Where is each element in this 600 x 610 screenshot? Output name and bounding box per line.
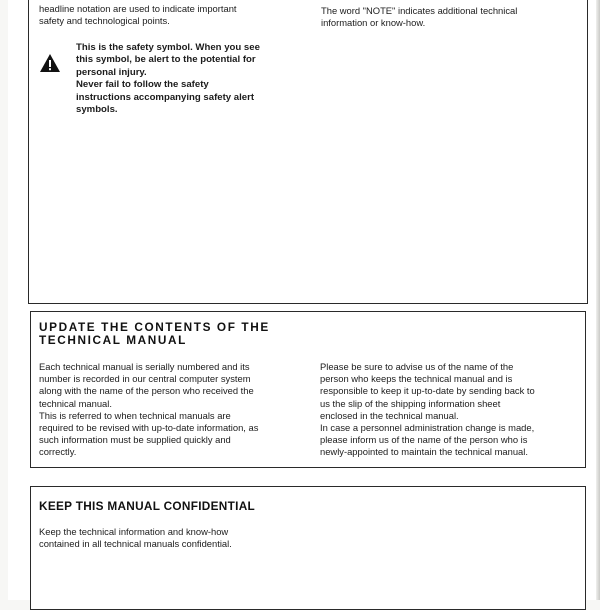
update-contents-box bbox=[30, 311, 586, 468]
notation-intro-text: headline notation are used to indicate important safety and technological points. bbox=[39, 3, 237, 27]
update-contents-left-text: Each technical manual is serially numbered and its number is recorded in our central computer system along with the name of the person who received the technical manual. This is referred to when technical manuals are required to be revised with up-to-date information, as such information must be supplied quickly and correctly. bbox=[39, 361, 259, 458]
confidential-heading: KEEP THIS MANUAL CONFIDENTIAL bbox=[39, 499, 256, 513]
manual-page bbox=[8, 0, 598, 600]
warning-triangle-icon bbox=[39, 53, 61, 78]
update-contents-right-text: Please be sure to advise us of the name of the person who keeps the technical manual and is responsible to keep it up-to-date by sending back to us the slip of the shipping information sheet enclosed in the technical manual. In case a personnel administration change is made, please inform us of the name of the person who is newly-appointed to maintain the technical manual. bbox=[320, 361, 535, 458]
confidential-box bbox=[30, 486, 586, 610]
safety-symbol-text: This is the safety symbol. When you see this symbol, be alert to the potential for personal injury. Never fail to follow the safety instructions accompanying safety alert symbols. bbox=[76, 42, 260, 116]
notation-box bbox=[28, 0, 588, 304]
confidential-text: Keep the technical information and know-how contained in all technical manuals confidential. bbox=[39, 526, 232, 550]
note-text: The word "NOTE" indicates additional technical information or know-how. bbox=[321, 5, 518, 29]
page-edge-shadow bbox=[596, 0, 600, 600]
update-contents-heading: UPDATE THE CONTENTS OF THE TECHNICAL MANUAL bbox=[39, 320, 270, 347]
